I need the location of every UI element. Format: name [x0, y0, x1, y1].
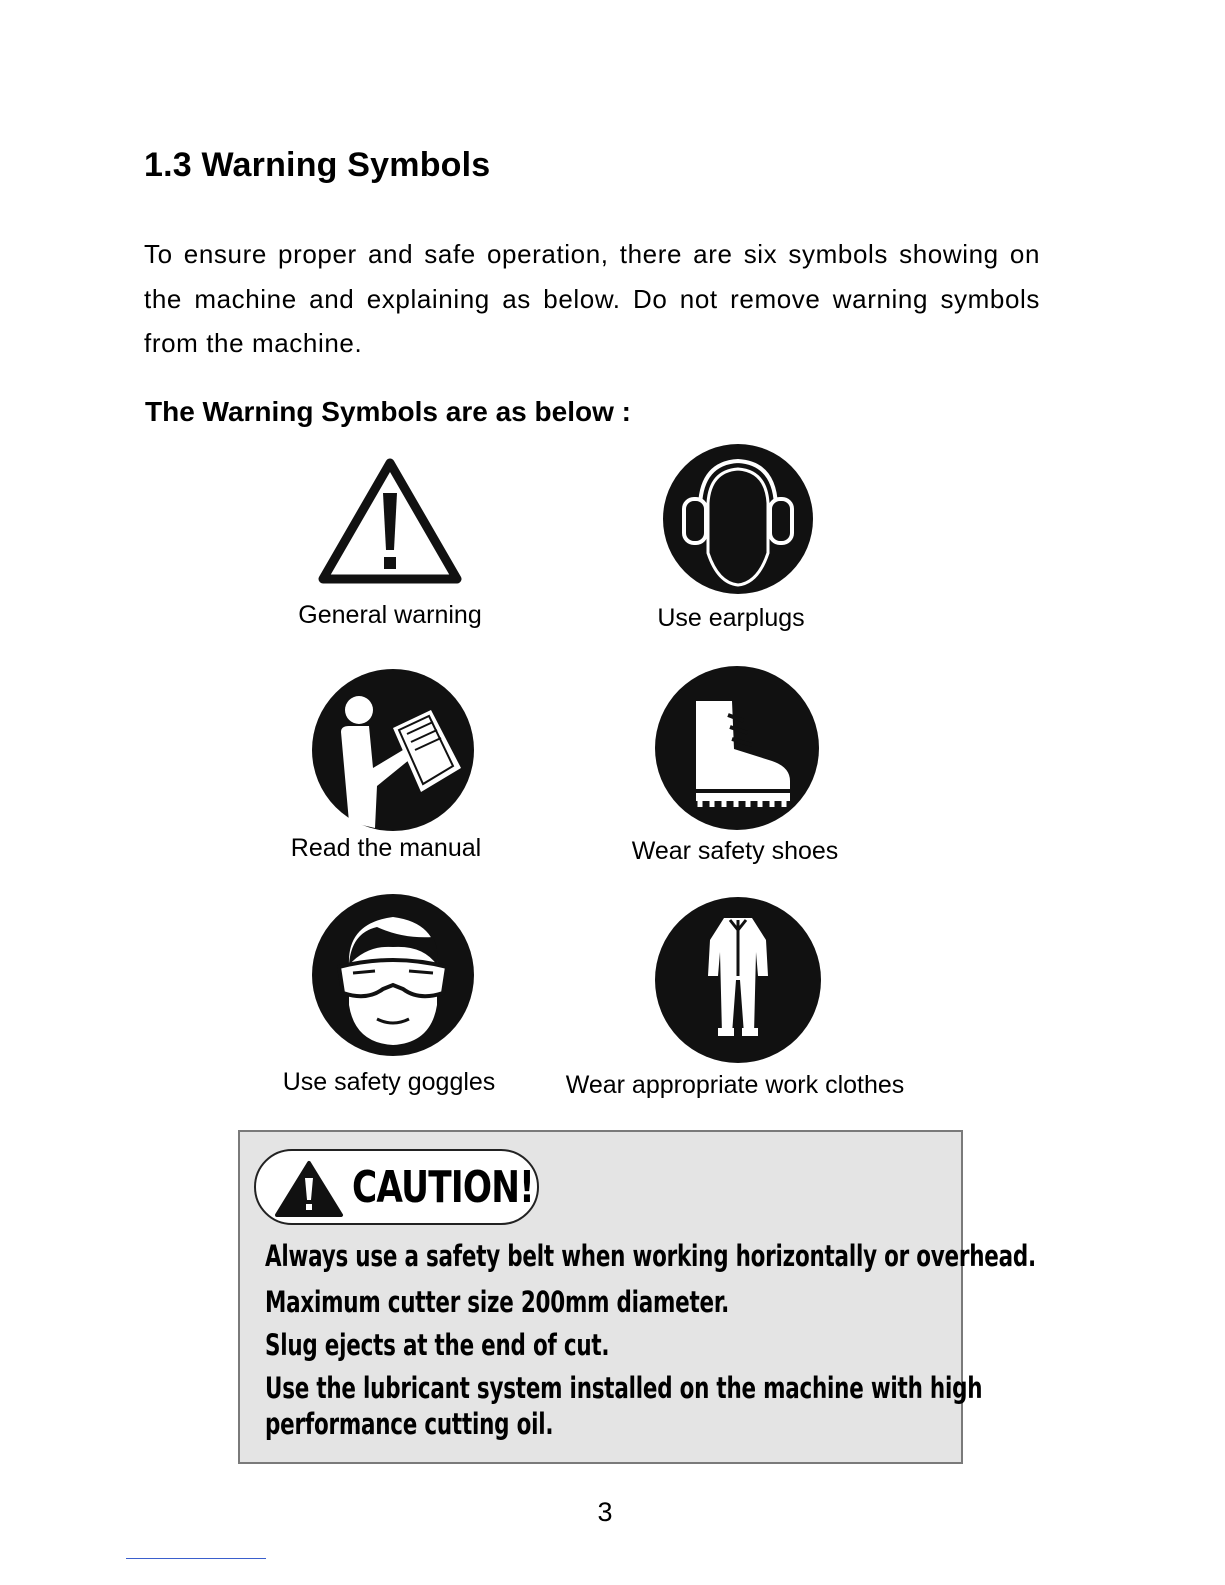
- caution-line-5: performance cutting oil.: [265, 1407, 554, 1441]
- caution-line-4: Use the lubricant system installed on the machine with high: [265, 1371, 983, 1405]
- label-read-manual: Read the manual: [290, 834, 482, 862]
- caution-badge: [254, 1149, 539, 1225]
- safety-shoe-icon: [654, 665, 820, 831]
- caution-line-3: Slug ejects at the end of cut.: [265, 1328, 610, 1362]
- read-manual-icon: [311, 668, 475, 832]
- caution-warning-icon: [274, 1160, 344, 1218]
- page-number: 3: [597, 1497, 613, 1527]
- general-warning-icon: [315, 455, 465, 589]
- symbols-subheading: The Warning Symbols are as below :: [145, 396, 631, 427]
- label-work-clothes: Wear appropriate work clothes: [565, 1071, 905, 1099]
- safety-goggles-icon: [311, 893, 475, 1057]
- caution-line-2: Maximum cutter size 200mm diameter.: [265, 1285, 730, 1319]
- caution-title: CAUTION!: [352, 1162, 535, 1213]
- work-clothes-icon: [654, 896, 822, 1064]
- label-safety-goggles: Use safety goggles: [282, 1068, 496, 1096]
- footer-rule: [126, 1558, 266, 1559]
- caution-box: [238, 1130, 1036, 1464]
- caution-line-1: Always use a safety belt when working horizontally or overhead.: [265, 1239, 1036, 1273]
- intro-paragraph: To ensure proper and safe operation, there are six symbols showing on the machine and explaining as below. Do not remove warning symbols from the machine.: [144, 239, 1040, 358]
- earmuffs-icon: [662, 443, 814, 595]
- label-safety-shoes: Wear safety shoes: [631, 837, 839, 865]
- label-earplugs: Use earplugs: [657, 604, 805, 632]
- page-heading: 1.3 Warning Symbols: [144, 146, 491, 184]
- label-general-warning: General warning: [298, 601, 482, 629]
